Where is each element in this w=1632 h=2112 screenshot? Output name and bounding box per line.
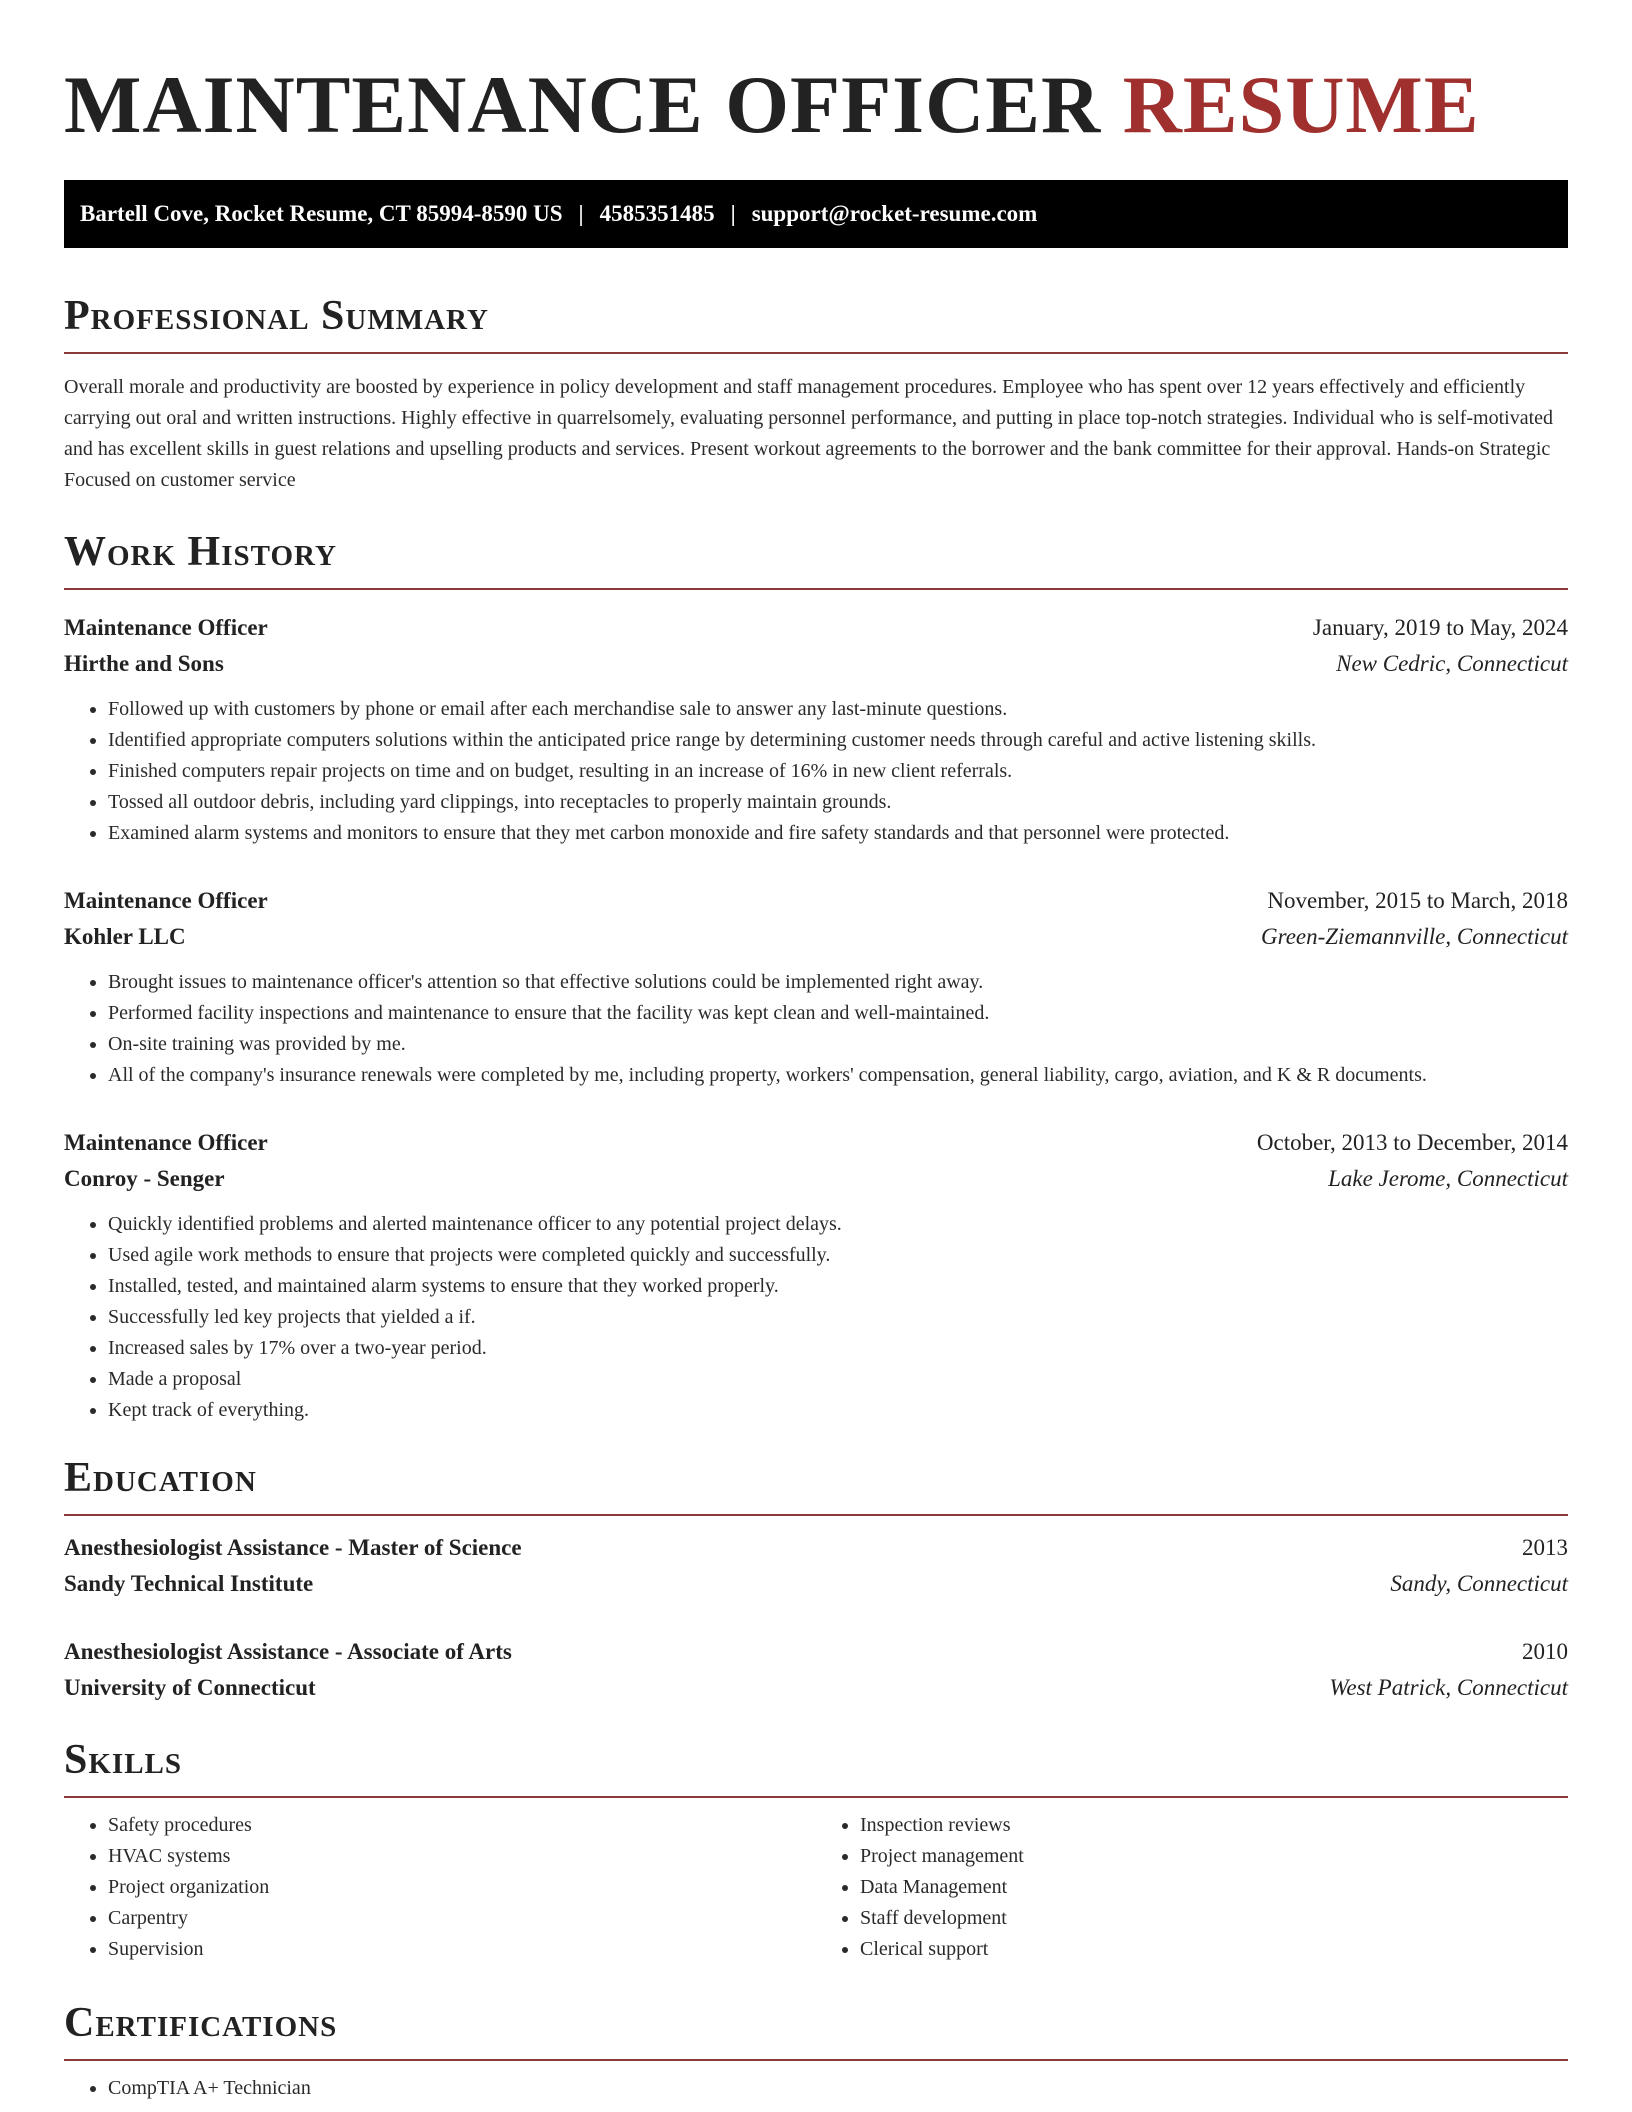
section-heading: Skills xyxy=(64,1737,183,1783)
skill-item: • Supervision xyxy=(108,1934,816,1965)
section-heading: Professional Summary xyxy=(64,293,489,339)
job-bullet: • Brought issues to maintenance officer's attention so that effective solutions could be implemented right away. xyxy=(108,967,1568,998)
skills-list-left xyxy=(64,1810,816,1965)
job-title: Maintenance Officer xyxy=(64,1130,268,1155)
certifications-list xyxy=(64,2073,1568,2104)
job-bullet: • Finished computers repair projects on time and on budget, resulting in an increase of 16% in new client referrals. xyxy=(108,756,1568,787)
section-divider xyxy=(64,2059,1568,2061)
education-year: 2010 xyxy=(1522,1639,1568,1664)
job-title: Maintenance Officer xyxy=(64,888,268,913)
section-heading: Certifications xyxy=(64,2000,338,2046)
resume-title xyxy=(64,50,1568,160)
education-year: 2013 xyxy=(1522,1535,1568,1560)
section-divider xyxy=(64,1796,1568,1798)
section-heading: Work History xyxy=(64,529,337,575)
skills-section xyxy=(64,1734,1568,1965)
job-title: Maintenance Officer xyxy=(64,615,268,640)
job-location: Lake Jerome, Connecticut xyxy=(1328,1166,1568,1191)
skill-item: • Project management xyxy=(860,1841,1568,1872)
work-history-section xyxy=(64,526,1568,1426)
job-entry xyxy=(64,1125,1568,1426)
job-bullet: • Kept track of everything. xyxy=(108,1395,1568,1426)
education-school: Sandy Technical Institute xyxy=(64,1571,314,1596)
job-company: Hirthe and Sons xyxy=(64,651,224,676)
job-dates: October, 2013 to December, 2014 xyxy=(1256,1130,1568,1155)
job-entry xyxy=(64,883,1568,1091)
job-dates: January, 2019 to May, 2024 xyxy=(1312,615,1568,640)
skill-item: • Data Management xyxy=(860,1872,1568,1903)
job-bullet: • On-site training was provided by me. xyxy=(108,1029,1568,1060)
job-bullet: • Installed, tested, and maintained alarm systems to ensure that they worked properly. xyxy=(108,1271,1568,1302)
education-location: Sandy, Connecticut xyxy=(1390,1571,1568,1596)
skill-item: • Inspection reviews xyxy=(860,1810,1568,1841)
job-dates: November, 2015 to March, 2018 xyxy=(1267,888,1568,913)
job-location: Green-Ziemannville, Connecticut xyxy=(1260,924,1568,949)
skill-item: • HVAC systems xyxy=(108,1841,816,1872)
education-degree: Anesthesiologist Assistance - Associate of Arts xyxy=(64,1639,512,1664)
section-divider xyxy=(64,1514,1568,1516)
skill-item: • Safety procedures xyxy=(108,1810,816,1841)
education-location: West Patrick, Connecticut xyxy=(1329,1675,1568,1700)
skill-item: • Carpentry xyxy=(108,1903,816,1934)
education-entry xyxy=(64,1530,1568,1602)
job-bullets xyxy=(64,967,1568,1091)
certifications-section xyxy=(64,1997,1568,2104)
section-divider xyxy=(64,352,1568,354)
job-bullet: • Made a proposal xyxy=(108,1364,1568,1395)
skills-list-right xyxy=(816,1810,1568,1965)
contact-phone[interactable]: 4585351485 xyxy=(599,201,715,226)
job-bullets xyxy=(64,694,1568,849)
job-bullet: • Successfully led key projects that yielded a if. xyxy=(108,1302,1568,1333)
job-bullet: • Followed up with customers by phone or email after each merchandise sale to answer any last-minute questions. xyxy=(108,694,1568,725)
education-degree: Anesthesiologist Assistance - Master of Science xyxy=(64,1535,522,1560)
skill-item: • Clerical support xyxy=(860,1934,1568,1965)
summary-section xyxy=(64,290,1568,496)
education-school: University of Connecticut xyxy=(64,1675,316,1700)
job-bullet: • Tossed all outdoor debris, including yard clippings, into receptacles to properly maintain grounds. xyxy=(108,787,1568,818)
contact-separator: | xyxy=(578,201,584,226)
contact-separator: | xyxy=(730,201,736,226)
certification-item: • CompTIA A+ Technician xyxy=(108,2073,1568,2104)
title-main: MAINTENANCE OFFICER xyxy=(64,59,1102,150)
contact-email[interactable]: support@rocket-resume.com xyxy=(751,201,1038,226)
job-company: Kohler LLC xyxy=(64,924,186,949)
summary-text: Overall morale and productivity are boosted by experience in policy development and staff management procedures. Employee who has spent over 12 years effectively and efficiently carrying out oral and written instructions. Highly effective in quarrelsomely, evaluating personnel performance, and putting in place top-notch strategies. Individual who is self-motivated and has excellent skills in guest relations and upselling products and services. Present workout agreements to the borrower and the bank committee for their approval. Hands-on Strategic Focused on customer service xyxy=(64,376,1554,491)
job-bullet: • Identified appropriate computers solutions within the anticipated price range by determining customer needs through careful and active listening skills. xyxy=(108,725,1568,756)
job-bullet: • Used agile work methods to ensure that projects were completed quickly and successfully. xyxy=(108,1240,1568,1271)
job-bullet: • All of the company's insurance renewals were completed by me, including property, workers' compensation, general liability, cargo, aviation, and K & R documents. xyxy=(108,1060,1568,1091)
skills-columns xyxy=(64,1810,1568,1965)
section-divider xyxy=(64,588,1568,590)
job-bullets xyxy=(64,1209,1568,1426)
job-bullet: • Examined alarm systems and monitors to ensure that they met carbon monoxide and fire safety standards and that personnel were protected. xyxy=(108,818,1568,849)
job-company: Conroy - Senger xyxy=(64,1166,225,1191)
contact-address: Bartell Cove, Rocket Resume, CT 85994-8590 US xyxy=(80,201,563,226)
job-location: New Cedric, Connecticut xyxy=(1336,651,1568,676)
job-bullet: • Quickly identified problems and alerted maintenance officer to any potential project delays. xyxy=(108,1209,1568,1240)
skill-item: • Staff development xyxy=(860,1903,1568,1934)
skill-item: • Project organization xyxy=(108,1872,816,1903)
job-bullet: • Increased sales by 17% over a two-year period. xyxy=(108,1333,1568,1364)
education-entry xyxy=(64,1634,1568,1706)
title-accent: RESUME xyxy=(1122,59,1480,150)
section-heading: Education xyxy=(64,1455,257,1501)
contact-bar xyxy=(64,180,1568,248)
education-section xyxy=(64,1452,1568,1706)
job-bullet: • Performed facility inspections and maintenance to ensure that the facility was kept clean and well-maintained. xyxy=(108,998,1568,1029)
job-entry xyxy=(64,610,1568,849)
